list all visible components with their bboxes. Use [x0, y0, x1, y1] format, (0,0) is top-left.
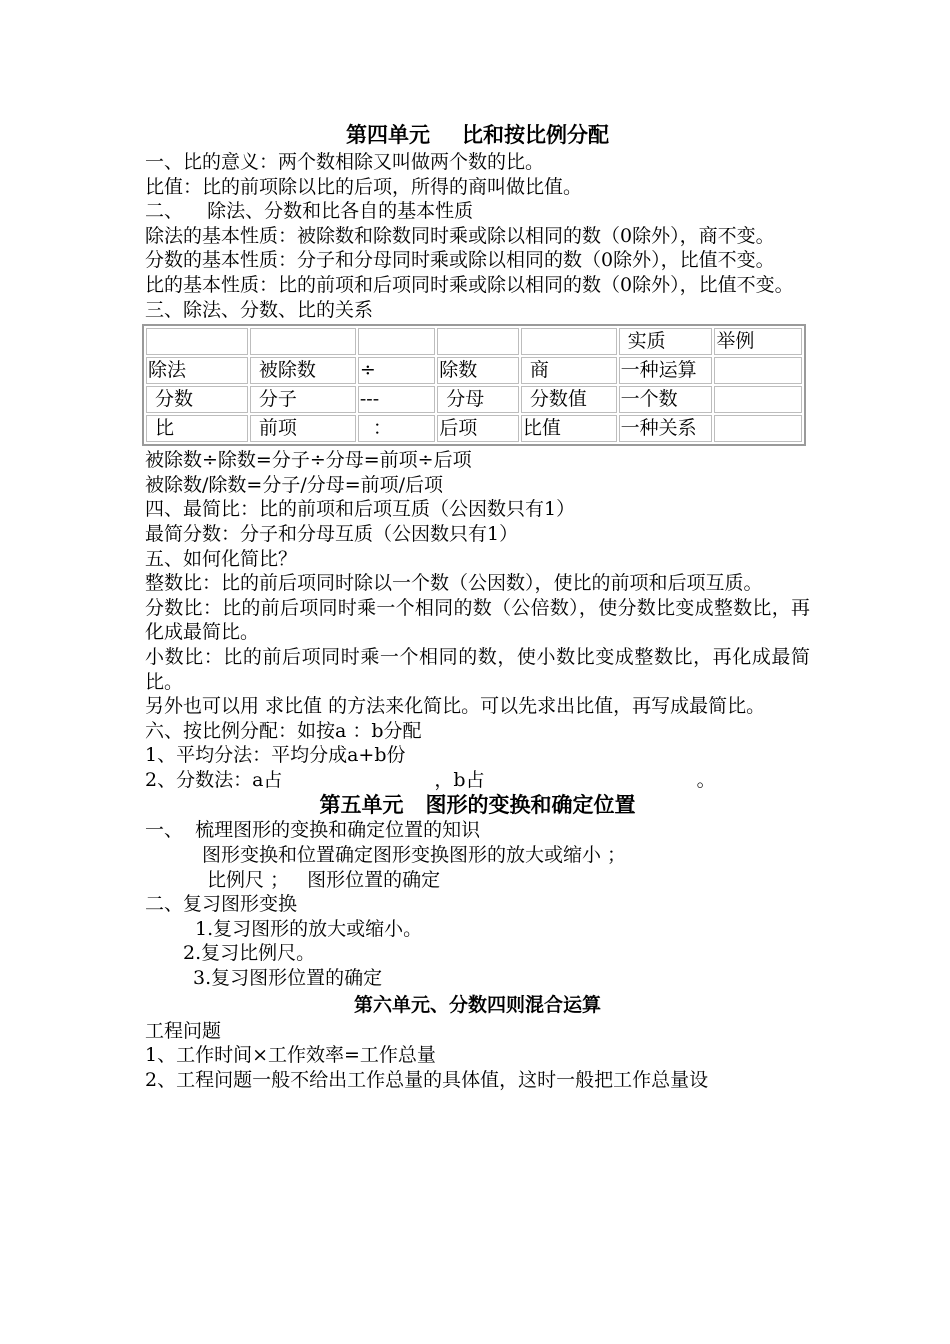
- table-cell: 一个数: [619, 386, 713, 413]
- paragraph: 2、工程问题一般不给出工作总量的具体值，这时一般把工作总量设: [145, 1068, 709, 1091]
- paragraph: 被除数/除数=分子/分母=前项/后项: [145, 473, 444, 496]
- paragraph: 五、如何化简比？: [145, 547, 298, 570]
- paragraph: 除法的基本性质：被除数和除数同时乘或除以相同的数（0除外），商不变。: [145, 224, 775, 247]
- table-cell: 分子: [250, 386, 356, 413]
- table-cell: 分数值: [521, 386, 617, 413]
- paragraph: 工程问题: [145, 1019, 222, 1042]
- table-cell: 除数: [437, 357, 519, 384]
- unit4-title-number: 第四单元: [346, 122, 430, 147]
- unit4-heading: [145, 120, 810, 150]
- table-cell: 比: [146, 415, 248, 442]
- paragraph: 三、除法、分数、比的关系: [145, 298, 374, 321]
- table-header-cell: 实质: [619, 328, 713, 355]
- table-cell: 后项: [437, 415, 519, 442]
- paragraph: 图形变换和位置确定图形变换图形的放大或缩小 ；: [202, 844, 627, 867]
- fraction-method-b: ，b占: [434, 768, 485, 791]
- paragraph: 被除数÷除数=分子÷分母=前项÷后项: [145, 449, 472, 472]
- paragraph: [145, 768, 810, 793]
- table-header-cell: [521, 328, 617, 355]
- paragraph: 分数的基本性质：分子和分母同时乘或除以相同的数（0除外），比值不变。: [145, 249, 775, 272]
- paragraph: 3.复习图形位置的确定: [193, 967, 383, 990]
- unit4-title-name: 比和按比例分配: [462, 122, 609, 147]
- table-header-cell: [358, 328, 435, 355]
- table-cell: ---: [358, 386, 435, 413]
- table-header-cell: [437, 328, 519, 355]
- table-header-row: [146, 328, 802, 355]
- table-cell: 分数: [146, 386, 248, 413]
- table-cell: 被除数: [250, 357, 356, 384]
- paragraph: 一、比的意义：两个数相除又叫做两个数的比。: [145, 151, 545, 173]
- paragraph: 一、 梳理图形的变换和确定位置的知识: [145, 819, 481, 842]
- paragraph: 另外也可以用 求比值 的方法来化简比。可以先求出比值，再写成最简比。: [145, 695, 766, 718]
- paragraph: 最简分数：分子和分母互质（公因数只有1）: [145, 522, 519, 545]
- paragraph: 1、工作时间×工作效率=工作总量: [145, 1044, 436, 1067]
- paragraph: 二、 除法、分数和比各自的基本性质: [145, 200, 474, 223]
- table-row: [146, 415, 802, 442]
- table-cell: ÷: [358, 357, 435, 384]
- paragraph: 比例尺 ； 图形位置的确定: [207, 868, 441, 891]
- table-cell: 商: [521, 357, 617, 384]
- table-cell: 一种运算: [619, 357, 713, 384]
- paragraph: 比的基本性质：比的前项和后项同时乘或除以相同的数（0除外），比值不变。: [145, 273, 794, 296]
- paragraph: 二、复习图形变换: [145, 893, 298, 916]
- fraction-method-a: 2、分数法：a占: [145, 768, 283, 791]
- document-body: [145, 120, 810, 1092]
- table-cell: 前项: [250, 415, 356, 442]
- unit5-title-name: 图形的变换和确定位置: [425, 792, 636, 818]
- table-header-cell: [250, 328, 356, 355]
- table-cell: 分母: [437, 386, 519, 413]
- unit5-title-number: 第五单元: [319, 792, 404, 818]
- paragraph: 四、最简比：比的前项和后项互质（公因数只有1）: [145, 498, 576, 521]
- table-cell: 比值: [521, 415, 617, 442]
- paragraph: 整数比：比的前后项同时除以一个数（公因数），使比的前项和后项互质。: [145, 572, 763, 595]
- table-cell: [714, 357, 802, 384]
- relation-table: [142, 324, 806, 446]
- unit6-heading: 第六单元、分数四则混合运算: [353, 993, 601, 1016]
- table-header-cell: [146, 328, 248, 355]
- table-cell: [714, 386, 802, 413]
- paragraph: 六、按比例分配：如按a ：b分配: [145, 719, 422, 742]
- table-cell: [714, 415, 802, 442]
- table-cell: 一种关系: [619, 415, 713, 442]
- paragraph: 小数比：比的前后项同时乘一个相同的数，使小数比变成整数比，再化成最简比。: [145, 645, 810, 693]
- paragraph: 2.复习比例尺。: [183, 942, 316, 965]
- fraction-method-end: 。: [696, 768, 716, 791]
- table-cell: ：: [358, 415, 435, 442]
- paragraph: 比值：比的前项除以比的后项，所得的商叫做比值。: [145, 175, 583, 198]
- paragraph: 1、平均分法：平均分成a+b份: [145, 744, 406, 767]
- table-row: [146, 357, 802, 384]
- table-row: [146, 386, 802, 413]
- paragraph: 1.复习图形的放大或缩小。: [195, 917, 423, 940]
- table-cell: 除法: [146, 357, 248, 384]
- unit5-heading: [145, 792, 810, 818]
- paragraph: 分数比：比的前后项同时乘一个相同的数（公倍数），使分数比变成整数比，再化成最简比。: [145, 596, 810, 644]
- table-header-cell: 举例: [714, 328, 802, 355]
